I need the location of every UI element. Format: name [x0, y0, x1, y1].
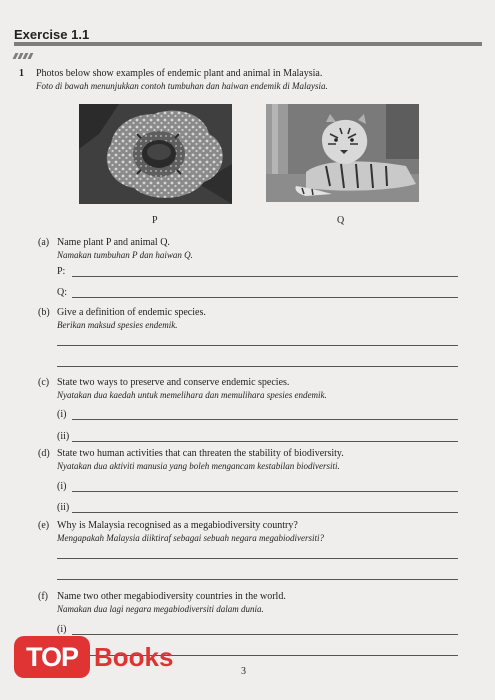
part-a-letter: (a)	[38, 237, 50, 248]
question-stem: Photos below show examples of endemic plant and animal in Malaysia.	[36, 68, 323, 79]
part-f-text: Name two other megabiodiversity countries in the world.	[57, 591, 286, 602]
page-number: 3	[241, 666, 246, 677]
answer-line	[57, 558, 458, 559]
answer-line	[57, 579, 458, 580]
part-a-translation: Namakan tumbuhan P dan haiwan Q.	[57, 250, 193, 260]
topbooks-logo	[14, 633, 189, 681]
part-f-letter: (f)	[38, 591, 48, 602]
answer-line	[57, 366, 458, 367]
part-a-text: Name plant P and animal Q.	[57, 237, 170, 248]
tiger-photo	[266, 104, 419, 202]
part-c-label-ii: (ii)	[57, 431, 70, 442]
part-b-translation: Berikan maksud spesies endemik.	[57, 320, 178, 330]
part-f-translation: Namakan dua lagi negara megabiodiversiti dalam dunia.	[57, 604, 264, 614]
rafflesia-photo	[79, 104, 232, 204]
answer-line	[72, 512, 458, 513]
part-d-label-ii: (ii)	[57, 502, 70, 513]
part-b-text: Give a definition of endemic species.	[57, 307, 206, 318]
part-e-text: Why is Malaysia recognised as a megabiodiversity country?	[57, 520, 298, 531]
part-a-label-p: P:	[57, 266, 66, 277]
answer-line	[72, 419, 458, 420]
answer-line	[72, 276, 458, 277]
answer-line	[57, 345, 458, 346]
part-d-text: State two human activities that can threaten the stability of biodiversity.	[57, 448, 344, 459]
part-b-letter: (b)	[38, 307, 50, 318]
answer-line	[72, 441, 458, 442]
title-rule	[14, 42, 482, 46]
question-stem-translation: Foto di bawah menunjukkan contoh tumbuhan dan haiwan endemik di Malaysia.	[36, 81, 328, 91]
part-c-translation: Nyatakan dua kaedah untuk memelihara dan memulihara spesies endemik.	[57, 390, 327, 400]
part-e-letter: (e)	[38, 520, 50, 531]
answer-line	[72, 491, 458, 492]
title-rule-marks	[14, 46, 40, 52]
exercise-title: Exercise 1.1	[14, 27, 90, 42]
logo-books-text: Books	[94, 642, 174, 672]
photo-caption-q: Q	[337, 215, 345, 226]
answer-line	[72, 297, 458, 298]
part-c-letter: (c)	[38, 377, 50, 388]
part-e-translation: Mengapakah Malaysia diiktiraf sebagai sebuah negara megabiodiversiti?	[57, 533, 324, 543]
part-c-text: State two ways to preserve and conserve endemic species.	[57, 377, 290, 388]
photo-caption-p: P	[152, 215, 158, 226]
logo-top-badge: TOP	[14, 636, 90, 678]
question-number: 1	[19, 68, 24, 79]
part-f-label-i: (i)	[57, 624, 67, 635]
part-a-label-q: Q:	[57, 287, 67, 298]
part-d-letter: (d)	[38, 448, 50, 459]
part-c-label-i: (i)	[57, 409, 67, 420]
part-d-label-i: (i)	[57, 481, 67, 492]
part-d-translation: Nyatakan dua aktiviti manusia yang boleh mengancam kestabilan biodiversiti.	[57, 461, 340, 471]
